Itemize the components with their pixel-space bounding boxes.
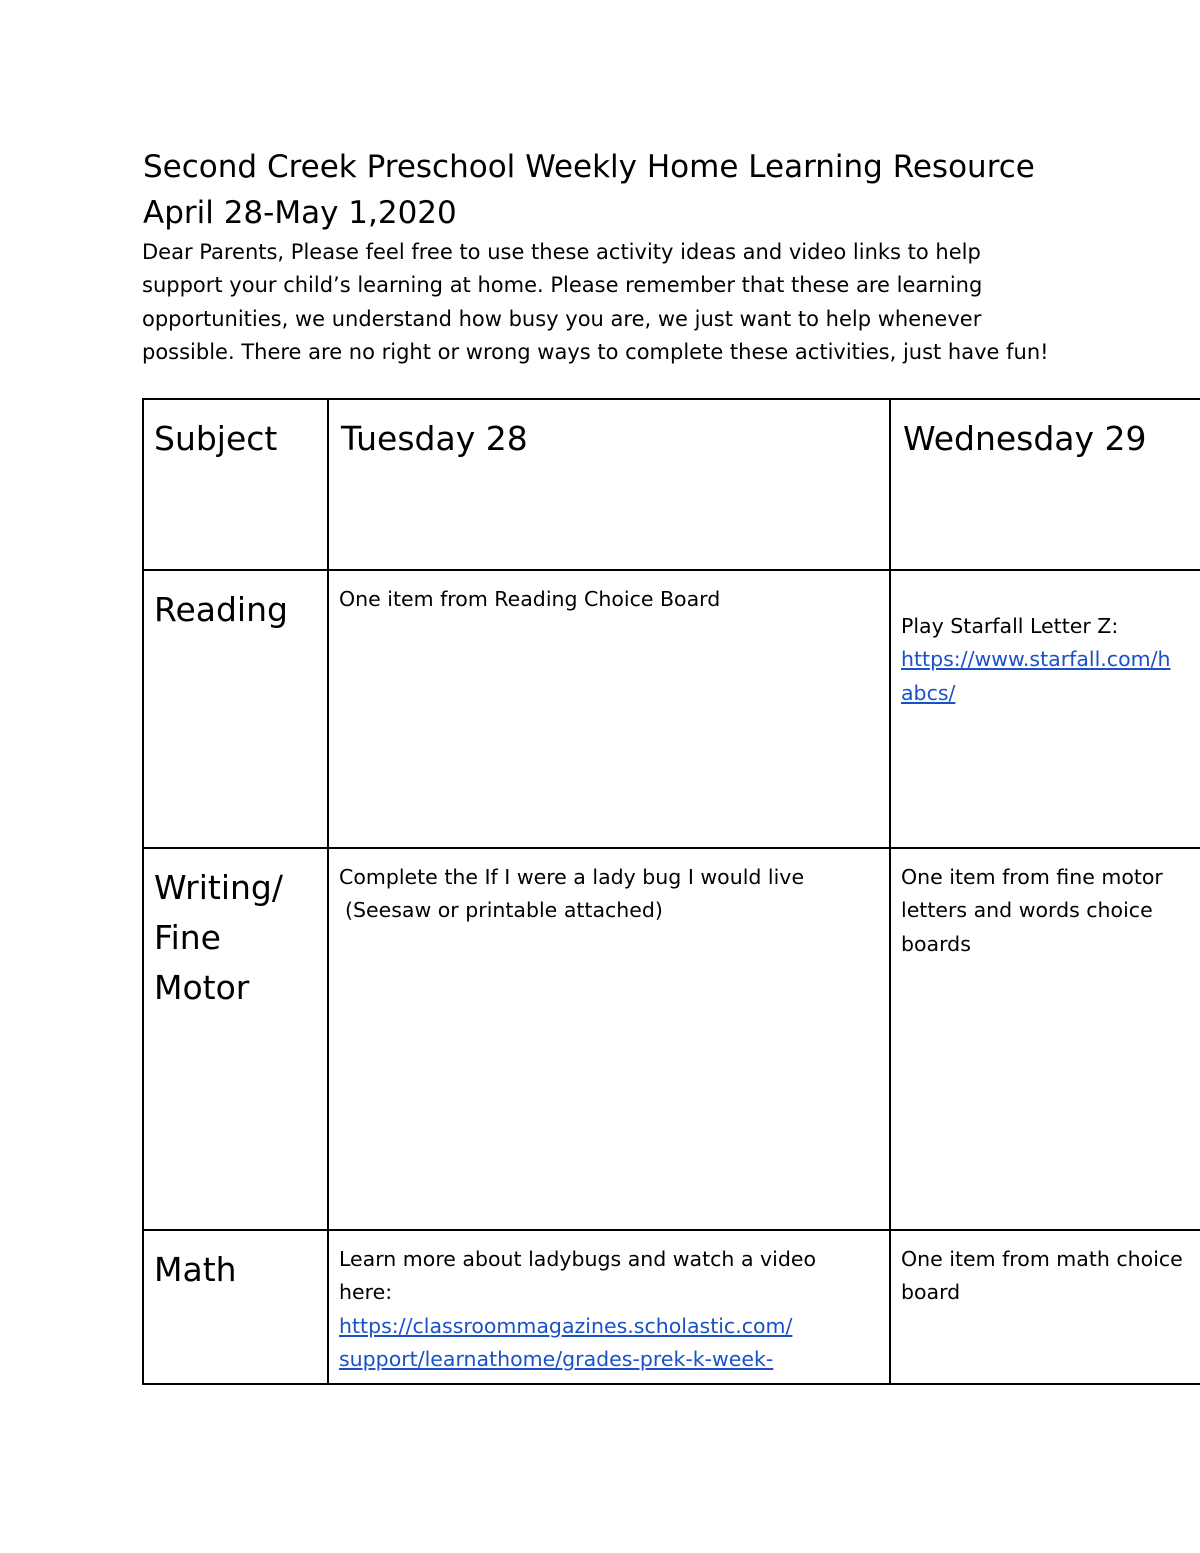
- reading-subject-cell: [143, 570, 328, 848]
- header-cell-wednesday: [890, 399, 1200, 570]
- math-tuesday-line-2: here:: [339, 1280, 393, 1305]
- header-row: [143, 399, 1200, 570]
- starfall-link-continued[interactable]: [901, 677, 1200, 710]
- reading-wednesday-text: Play Starfall Letter Z:: [901, 614, 1119, 638]
- math-subject-label: Math: [154, 1250, 237, 1289]
- writing-tuesday-activity: [329, 849, 889, 928]
- starfall-link-line-1[interactable]: https://www.starfall.com/h: [901, 647, 1171, 672]
- weekly-schedule-table: [142, 398, 1200, 1385]
- math-wednesday-activity: One item from math choice board: [901, 1247, 1183, 1305]
- math-tuesday-line-1: Learn more about ladybugs and watch a video: [339, 1247, 817, 1271]
- writing-subject-line-1: Writing/: [154, 868, 283, 907]
- reading-row: [143, 570, 1200, 848]
- header-tuesday-label: Tuesday 28: [341, 419, 528, 458]
- reading-wednesday-activity: [891, 571, 1200, 710]
- writing-tuesday-line-2: (Seesaw or printable attached): [345, 898, 663, 923]
- writing-tuesday-line-1: Complete the If I were a lady bug I would live: [339, 865, 805, 889]
- math-row: [143, 1230, 1200, 1384]
- writing-subject-line-3: Motor: [154, 968, 250, 1007]
- scholastic-link[interactable]: [339, 1310, 883, 1343]
- title-line-2-date-range: April 28-May 1,2020: [143, 195, 457, 231]
- reading-subject-label: Reading: [154, 590, 288, 629]
- reading-tuesday-cell: [328, 570, 890, 848]
- writing-subject-line-2: Fine: [154, 918, 221, 957]
- writing-row: [143, 848, 1200, 1230]
- writing-wednesday-activity: One item from fine motor letters and words choice boards: [901, 865, 1163, 956]
- header-cell-tuesday: [328, 399, 890, 570]
- scholastic-link-line-2[interactable]: support/learnathome/grades-prek-k-week-: [339, 1346, 774, 1371]
- document-title: [143, 144, 1035, 236]
- writing-subject-cell: [143, 848, 328, 1230]
- writing-subject-label: [144, 849, 327, 1013]
- header-cell-subject: [143, 399, 328, 570]
- reading-tuesday-activity: One item from Reading Choice Board: [339, 587, 721, 611]
- scholastic-link-continued[interactable]: [339, 1343, 883, 1376]
- math-tuesday-activity: [329, 1231, 889, 1376]
- parent-letter-paragraph: Dear Parents, Please feel free to use these activity ideas and video links to help support your child’s learning at home. Please remember that these are learning opportunities, we understand how busy you are, we just want to help whenever possible. There are no right or wrong ways to complete these activities, just have fun!: [142, 240, 1049, 364]
- math-wednesday-cell: [890, 1230, 1200, 1384]
- title-line-1: Second Creek Preschool Weekly Home Learning Resource: [143, 149, 1035, 185]
- reading-wednesday-cell: [890, 570, 1200, 848]
- header-wednesday-label: Wednesday 29: [903, 419, 1147, 458]
- writing-tuesday-cell: [328, 848, 890, 1230]
- scholastic-link-line-1[interactable]: https://classroommagazines.scholastic.com/: [339, 1313, 793, 1338]
- header-subject-label: Subject: [154, 419, 278, 458]
- math-subject-cell: [143, 1230, 328, 1384]
- starfall-link[interactable]: [901, 643, 1200, 676]
- starfall-link-line-2[interactable]: abcs/: [901, 680, 956, 705]
- math-tuesday-cell: [328, 1230, 890, 1384]
- writing-wednesday-cell: [890, 848, 1200, 1230]
